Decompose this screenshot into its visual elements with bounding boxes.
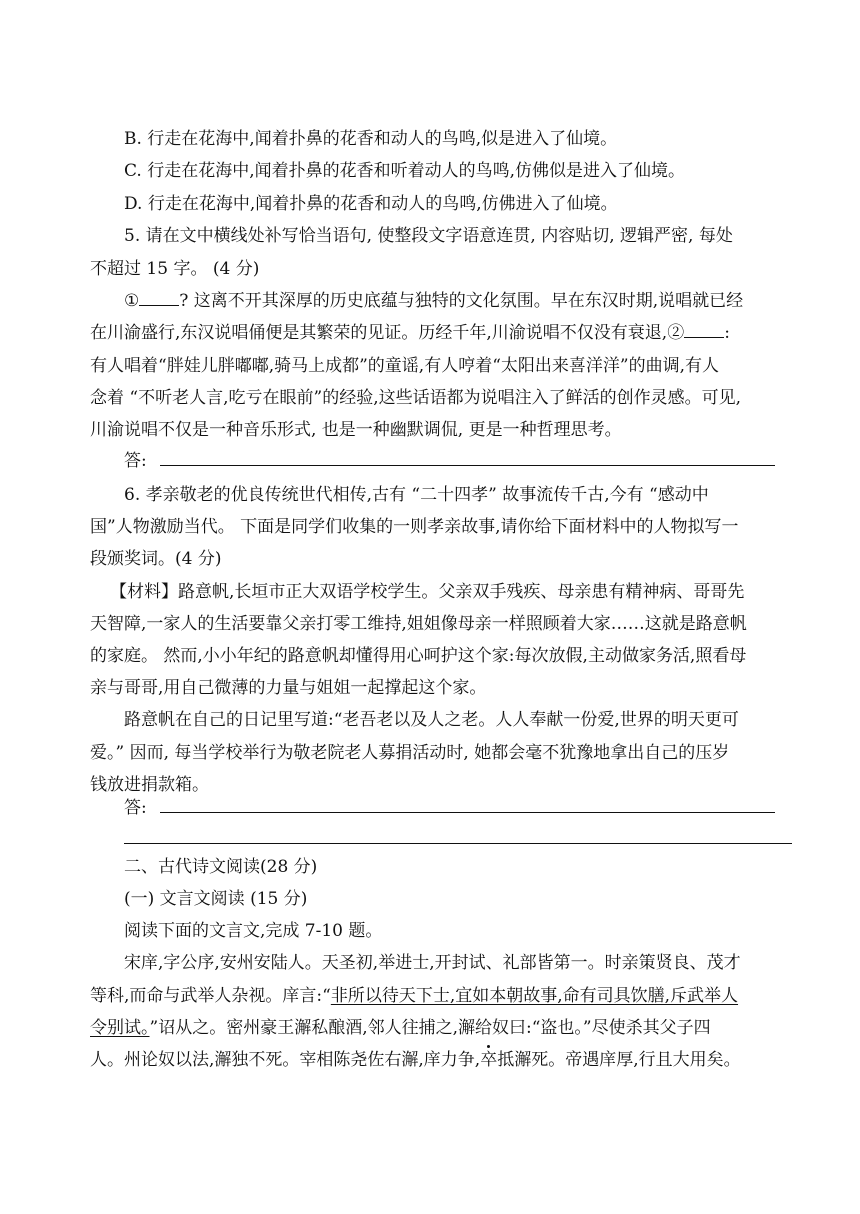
q6-material-line1: 【材料】路意帆,长垣市正大双语学校学生。父亲双手残疾、母亲患有精神病、哥哥先 [110,582,745,602]
q6-stem-line1: 6. 孝亲敬老的优良传统世代相传,古有 “二十四孝” 故事流传千古,今有 “感动中 [124,485,709,505]
q5-passage-line3: 有人唱着“胖娃儿胖嘟嘟,骑马上成都”的童谣,有人哼着“太阳出来喜洋洋”的曲调,有人 [90,356,719,376]
q6-material-line5: 路意帆在自己的日记里写道:“老吾老以及人之老。人人奉献一份爱,世界的明天更可 [124,710,739,730]
classical-text: 等科,而命与武举人杂视。庠言:“ [90,986,331,1006]
q5-stem-line1: 5. 请在文中横线处补写恰当语句, 使整段文字语意连贯, 内容贴切, 逻辑严密, 每处 [124,226,733,246]
fill-blank-1[interactable] [139,290,179,306]
q6-answer-label: 答: [124,798,147,818]
q5-passage-text: 在川渝盛行,东汉说唱俑便是其繁荣的见证。历经千年,川渝说唱不仅没有衰退,② [90,323,685,343]
classical-text-line2 [90,985,760,1007]
option-c: C. 行走在花海中,闻着扑鼻的花香和听着动人的鸟鸣,仿佛似是进入了仙境。 [124,161,686,181]
q5-passage-line2 [90,322,760,344]
reading-intro: 阅读下面的文言文,完成 7-10 题。 [124,921,383,941]
underlined-sentence: 非所以待天下士,宜如本朝故事,命有司具饮膳,斥武举人 [330,986,739,1006]
q6-material-line2: 天智障,一家人的生活要靠父亲打零工维持,姐姐像母亲一样照顾着大家……这就是路意帆 [90,614,747,634]
fill-blank-2[interactable] [684,322,724,338]
classical-text: 人。州论奴以法,澥独不死。宰相陈尧佐右澥,庠力争, [90,1050,481,1070]
q6-material-line7: 钱放进捐款箱。 [90,775,209,795]
q5-answer-line[interactable] [160,465,775,466]
q5-passage-text: ? 这离不开其深厚的历史底蕴与独特的文化氛围。早在东汉时期,说唱就已经 [179,291,744,311]
q5-passage-line4: 念着 “不听老人言,吃亏在眼前”的经验,这些话语都为说唱注入了鲜活的创作灵感。可见, [90,388,741,408]
q5-stem-line2: 不超过 15 字。 (4 分) [90,259,260,279]
classical-text-line4 [90,1049,760,1071]
q6-stem-line2: 国”人物激励当代。 下面是同学们收集的一则孝亲故事,请你给下面材料中的人物拟写一 [90,517,739,537]
q6-material-line3: 的家庭。 然而,小小年纪的路意帆却懂得用心呵护这个家:每次放假,主动做家务活,照看母 [90,646,747,666]
classical-text-line1: 宋庠,字公序,安州安陆人。天圣初,举进士,开封试、礼部皆第一。时亲策贤良、茂才 [124,953,741,973]
subsection-title: (一) 文言文阅读 (15 分) [124,889,308,909]
dotted-character: 卒 [480,1050,498,1070]
option-d: D. 行走在花海中,闻着扑鼻的花香和动人的鸟鸣,仿佛进入了仙境。 [124,194,618,214]
q6-material-line4: 亲与哥哥,用自己微薄的力量与姐姐一起撑起这个家。 [90,678,487,698]
q5-answer-label: 答: [124,451,147,471]
classical-text: ”诏从之。密州豪王澥私酿酒,邻人往捕之,澥给奴曰:“盗也。”尽使杀其父子四 [149,1018,711,1038]
q5-passage-line5: 川渝说唱不仅是一种音乐形式, 也是一种幽默调侃, 更是一种哲理思考。 [90,420,622,440]
q5-passage-line1 [124,290,794,312]
q6-answer-line-1[interactable] [160,812,775,813]
q5-passage-text: : [724,323,730,343]
q6-stem-line3: 段颁奖词。(4 分) [90,549,222,569]
underlined-sentence: 令别试。 [90,1018,150,1038]
blank-marker-1: ① [124,291,140,311]
q6-answer-line-2[interactable] [124,843,792,844]
section-title: 二、古代诗文阅读(28 分) [124,857,318,877]
q6-material-line6: 爱。” 因而, 每当学校举行为敬老院老人募捐活动时, 她都会毫不犹豫地拿出自己的压岁 [90,743,730,763]
option-b: B. 行走在花海中,闻着扑鼻的花香和动人的鸟鸣,似是进入了仙境。 [124,129,618,149]
classical-text: 抵澥死。帝遇庠厚,行且大用矣。 [497,1050,741,1070]
classical-text-line3 [90,1017,760,1039]
